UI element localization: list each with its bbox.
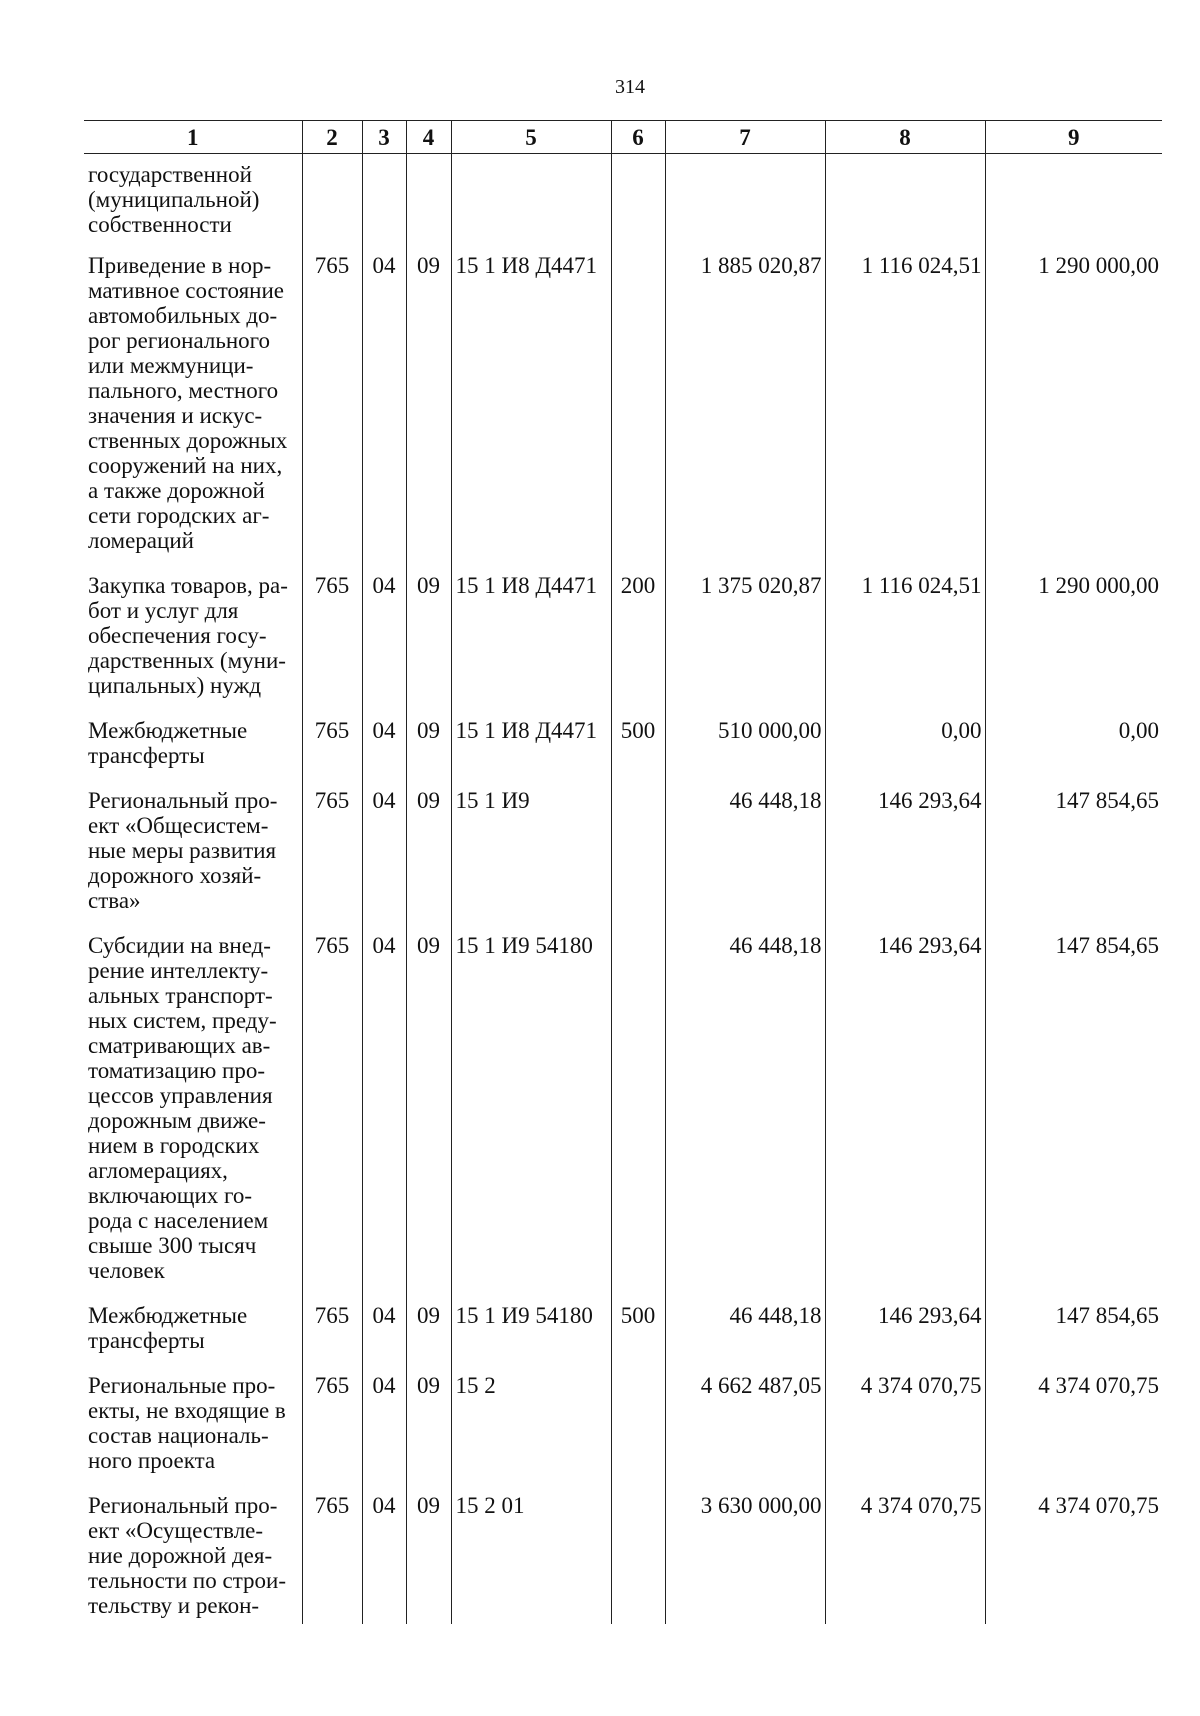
row-amount-col8: 146 293,64 [825, 1297, 985, 1367]
row-amount-col8: 146 293,64 [825, 782, 985, 927]
row-amount-col8: 4 374 070,75 [825, 1487, 985, 1624]
row-amount-col8: 1 116 024,51 [825, 567, 985, 712]
table-row [84, 567, 1162, 712]
row-subsection [406, 154, 451, 248]
row-target-article: 15 1 И9 54180 [451, 1297, 611, 1367]
row-subsection: 09 [406, 782, 451, 927]
row-amount-col9: 147 854,65 [985, 927, 1162, 1297]
col-header-1: 1 [84, 121, 302, 154]
row-amount-col8 [825, 154, 985, 248]
page-number: 314 [615, 76, 645, 98]
row-subsection: 09 [406, 712, 451, 782]
row-amount-col9 [985, 154, 1162, 248]
row-section: 04 [362, 927, 406, 1297]
col-header-6: 6 [611, 121, 665, 154]
row-amount-col9: 1 290 000,00 [985, 247, 1162, 567]
row-target-article: 15 1 И9 54180 [451, 927, 611, 1297]
row-amount-col8: 146 293,64 [825, 927, 985, 1297]
row-target-article [451, 154, 611, 248]
row-target-article: 15 2 [451, 1367, 611, 1487]
row-ministry-code: 765 [302, 1367, 362, 1487]
col-header-8: 8 [825, 121, 985, 154]
row-name: Субсидии на внед- рение интеллекту- альных транспорт- ных систем, преду- сматривающих ав- томатизацию про- цессов управления дорожным движе- нием в городских агломерациях, включающих го- рода с населением свыше 300 тысяч человек [88, 933, 277, 1283]
row-amount-col7: 46 448,18 [665, 927, 825, 1297]
row-section: 04 [362, 567, 406, 712]
row-ministry-code: 765 [302, 1297, 362, 1367]
row-ministry-code: 765 [302, 247, 362, 567]
row-section: 04 [362, 712, 406, 782]
row-expense-type [611, 1367, 665, 1487]
row-amount-col9: 1 290 000,00 [985, 567, 1162, 712]
row-expense-type [611, 247, 665, 567]
row-section: 04 [362, 782, 406, 927]
row-ministry-code: 765 [302, 1487, 362, 1624]
row-expense-type [611, 1487, 665, 1624]
row-section [362, 154, 406, 248]
col-header-5: 5 [451, 121, 611, 154]
row-subsection: 09 [406, 927, 451, 1297]
row-expense-type [611, 154, 665, 248]
row-section: 04 [362, 1487, 406, 1624]
row-target-article: 15 1 И8 Д4471 [451, 247, 611, 567]
row-amount-col9: 147 854,65 [985, 1297, 1162, 1367]
col-header-4: 4 [406, 121, 451, 154]
table-row [84, 1487, 1162, 1624]
row-amount-col9: 4 374 070,75 [985, 1367, 1162, 1487]
table-row [84, 782, 1162, 927]
row-amount-col7: 510 000,00 [665, 712, 825, 782]
row-amount-col8: 4 374 070,75 [825, 1367, 985, 1487]
row-amount-col7: 3 630 000,00 [665, 1487, 825, 1624]
row-name: Межбюджетные трансферты [88, 718, 248, 768]
row-ministry-code: 765 [302, 782, 362, 927]
row-amount-col7: 46 448,18 [665, 1297, 825, 1367]
row-amount-col8: 1 116 024,51 [825, 247, 985, 567]
row-target-article: 15 1 И9 [451, 782, 611, 927]
row-expense-type: 500 [611, 1297, 665, 1367]
row-expense-type: 200 [611, 567, 665, 712]
row-amount-col7: 1 375 020,87 [665, 567, 825, 712]
row-subsection: 09 [406, 1487, 451, 1624]
row-name: государственной (муниципальной) собственности [88, 162, 260, 237]
row-expense-type [611, 782, 665, 927]
col-header-2: 2 [302, 121, 362, 154]
row-ministry-code: 765 [302, 712, 362, 782]
row-section: 04 [362, 1367, 406, 1487]
row-subsection: 09 [406, 567, 451, 712]
row-amount-col9: 147 854,65 [985, 782, 1162, 927]
row-expense-type: 500 [611, 712, 665, 782]
header-row [84, 121, 1162, 154]
row-ministry-code: 765 [302, 927, 362, 1297]
row-target-article: 15 2 01 [451, 1487, 611, 1624]
row-target-article: 15 1 И8 Д4471 [451, 712, 611, 782]
row-expense-type [611, 927, 665, 1297]
row-amount-col8: 0,00 [825, 712, 985, 782]
table-row [84, 1367, 1162, 1487]
row-section: 04 [362, 1297, 406, 1367]
row-name: Межбюджетные трансферты [88, 1303, 248, 1353]
budget-table [84, 120, 1162, 1624]
table-row [84, 247, 1162, 567]
col-header-9: 9 [985, 121, 1162, 154]
table-row [84, 712, 1162, 782]
row-subsection: 09 [406, 1297, 451, 1367]
table-row [84, 1297, 1162, 1367]
table-row [84, 927, 1162, 1297]
row-subsection: 09 [406, 247, 451, 567]
row-amount-col7 [665, 154, 825, 248]
table-row [84, 154, 1162, 248]
row-name: Закупка товаров, ра- бот и услуг для обеспечения госу- дарственных (муни- ципальных) нужд [88, 573, 288, 698]
col-header-3: 3 [362, 121, 406, 154]
row-name: Региональный про- ект «Общесистем- ные меры развития дорожного хозяй- ства» [88, 788, 278, 913]
row-name: Региональные про- екты, не входящие в состав националь- ного проекта [88, 1373, 286, 1473]
row-name: Региональный про- ект «Осуществле- ние дорожной дея- тельности по строи- тельству и рекон- [88, 1493, 286, 1618]
row-amount-col9: 0,00 [985, 712, 1162, 782]
row-section: 04 [362, 247, 406, 567]
row-amount-col9: 4 374 070,75 [985, 1487, 1162, 1624]
col-header-7: 7 [665, 121, 825, 154]
row-ministry-code: 765 [302, 567, 362, 712]
row-amount-col7: 1 885 020,87 [665, 247, 825, 567]
row-ministry-code [302, 154, 362, 248]
row-name: Приведение в нор- мативное состояние автомобильных до- рог регионального или межмуници- пального, местного значения и искус- ственных дорожных сооружений на них, а также дорожной сети городских аг- ломераций [88, 253, 288, 553]
row-target-article: 15 1 И8 Д4471 [451, 567, 611, 712]
row-subsection: 09 [406, 1367, 451, 1487]
row-amount-col7: 4 662 487,05 [665, 1367, 825, 1487]
row-amount-col7: 46 448,18 [665, 782, 825, 927]
